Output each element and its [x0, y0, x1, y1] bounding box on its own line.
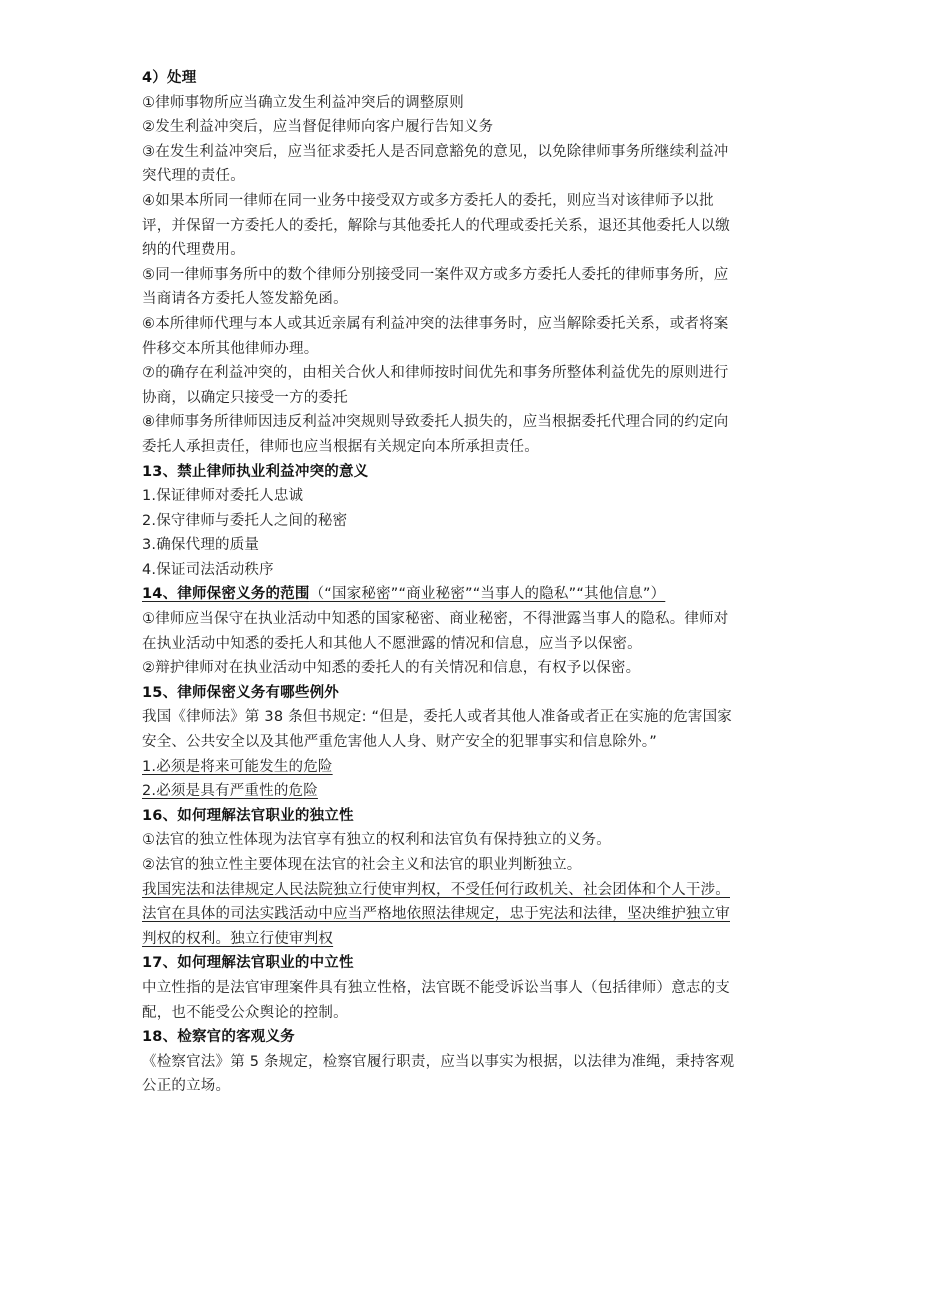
- section-4-line: ⑦的确存在利益冲突的，由相关合伙人和律师按时间优先和事务所整体利益优先的原则进行: [142, 365, 729, 382]
- section-18-heading: 18、检察官的客观义务: [142, 1029, 295, 1046]
- section-4-line: 突代理的责任。: [142, 168, 245, 185]
- section-14-heading-line: [142, 582, 812, 607]
- section-4-line: 协商，以确定只接受一方的委托: [142, 389, 348, 406]
- section-14-line: ②辩护律师对在执业活动中知悉的委托人的有关情况和信息，有权予以保密。: [142, 660, 641, 677]
- section-13-heading: 13、禁止律师执业利益冲突的意义: [142, 463, 369, 480]
- section-15-underlined-line: [142, 755, 812, 780]
- section-16-underlined-text: 我国宪法和法律规定人民法院独立行使审判权，不受任何行政机关、社会团体和个人干涉。: [142, 881, 730, 898]
- section-17-line: 配，也不能受公众舆论的控制。: [142, 1004, 348, 1021]
- section-4-line: ①律师事物所应当确立发生利益冲突后的调整原则: [142, 94, 464, 111]
- section-4-line: ⑥本所律师代理与本人或其近亲属有利益冲突的法律事务时，应当解除委托关系，或者将案: [142, 315, 729, 332]
- section-15-underlined-text: 2.必须是具有严重性的危险: [142, 783, 318, 800]
- section-4-line: 委托人承担责任，律师也应当根据有关规定向本所承担责任。: [142, 438, 539, 455]
- section-14-heading-note: （“国家秘密”“商业秘密”“当事人的隐私”“其他信息”）: [309, 586, 666, 603]
- section-13-line: 1.保证律师对委托人忠诚: [142, 488, 304, 505]
- section-13-line: 3.确保代理的质量: [142, 537, 260, 554]
- section-4-line: 评，并保留一方委托人的委托，解除与其他委托人的代理或委托关系，退还其他委托人以缴: [142, 217, 730, 234]
- section-4-line: ⑤同一律师事务所中的数个律师分别接受同一案件双方或多方委托人委托的律师事务所，应: [142, 266, 729, 283]
- section-4-heading: 4）处理: [142, 70, 197, 86]
- section-15-line: 安全、公共安全以及其他严重危害他人人身、财产安全的犯罪事实和信息除外。”: [142, 734, 657, 751]
- section-17-line: 中立性指的是法官审理案件具有独立性格，法官既不能受诉讼当事人（包括律师）意志的支: [142, 979, 730, 996]
- section-14-heading: 14、律师保密义务的范围: [142, 586, 310, 603]
- section-13-line: 2.保守律师与委托人之间的秘密: [142, 512, 348, 529]
- section-15-underlined-text: 1.必须是将来可能发生的危险: [142, 758, 333, 775]
- section-16-heading: 16、如何理解法官职业的独立性: [142, 807, 354, 824]
- section-4-line: ⑧律师事务所律师因违反利益冲突规则导致委托人损失的，应当根据委托代理合同的约定向: [142, 414, 729, 431]
- section-18-line: 《检察官法》第 5 条规定，检察官履行职责，应当以事实为根据，以法律为准绳，秉持客观: [142, 1053, 735, 1070]
- section-15-line: 我国《律师法》第 38 条但书规定: “但是，委托人或者其他人准备或者正在实施的危害国家: [142, 709, 732, 726]
- section-4-line: 当商请各方委托人签发豁免函。: [142, 291, 348, 308]
- section-16-underlined-text: 法官在具体的司法实践活动中应当严格地依照法律规定，忠于宪法和法律，坚决维护独立审: [142, 906, 730, 923]
- document-body: [142, 66, 812, 1099]
- section-13-line: 4.保证司法活动秩序: [142, 561, 274, 578]
- section-14-line: ①律师应当保守在执业活动中知悉的国家秘密、商业秘密，不得泄露当事人的隐私。律师对: [142, 611, 729, 628]
- section-15-underlined-line: [142, 779, 812, 804]
- section-17-heading: 17、如何理解法官职业的中立性: [142, 955, 354, 972]
- section-4-line: 纳的代理费用。: [142, 242, 245, 259]
- section-4-line: ④如果本所同一律师在同一业务中接受双方或多方委托人的委托，则应当对该律师予以批: [142, 192, 714, 209]
- section-16-underlined-text: 判权的权利。独立行使审判权: [142, 930, 334, 947]
- section-16-underlined-line: [142, 878, 812, 903]
- section-4-line: ②发生利益冲突后，应当督促律师向客户履行告知义务: [142, 119, 494, 136]
- section-16-underlined-line: [142, 927, 812, 952]
- section-15-heading: 15、律师保密义务有哪些例外: [142, 684, 339, 701]
- section-4-line: ③在发生利益冲突后，应当征求委托人是否同意豁免的意见，以免除律师事务所继续利益冲: [142, 143, 729, 160]
- section-16-line: ②法官的独立性主要体现在法官的社会主义和法官的职业判断独立。: [142, 857, 582, 873]
- section-4-line: 件移交本所其他律师办理。: [142, 340, 319, 357]
- section-18-line: 公正的立场。: [142, 1078, 231, 1095]
- section-14-line: 在执业活动中知悉的委托人和其他人不愿泄露的情况和信息，应当予以保密。: [142, 635, 642, 652]
- section-16-underlined-line: [142, 902, 812, 927]
- section-16-line: ①法官的独立性体现为法官享有独立的权利和法官负有保持独立的义务。: [142, 832, 611, 849]
